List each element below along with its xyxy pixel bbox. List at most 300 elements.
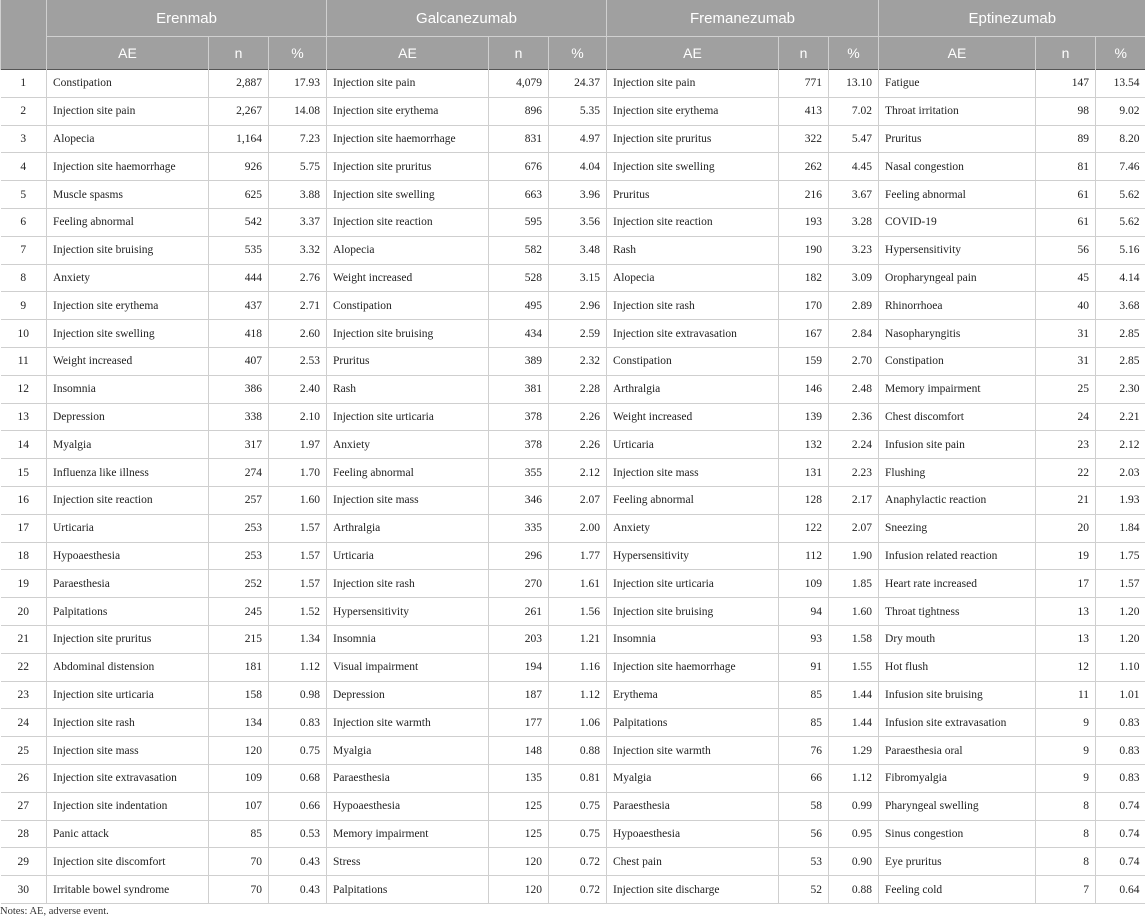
n-cell: 335 [489, 514, 549, 542]
pct-cell: 2.10 [269, 403, 327, 431]
pct-cell: 1.58 [829, 625, 879, 653]
ae-cell: Feeling abnormal [47, 208, 209, 236]
ae-cell: Myalgia [47, 431, 209, 459]
ae-cell: Nasal congestion [879, 153, 1036, 181]
ae-cell: COVID-19 [879, 208, 1036, 236]
ae-cell: Infusion site pain [879, 431, 1036, 459]
ae-cell: Injection site discharge [607, 876, 779, 904]
rank-cell: 29 [1, 848, 47, 876]
ae-cell: Alopecia [607, 264, 779, 292]
pct-cell: 1.06 [549, 709, 607, 737]
n-cell: 582 [489, 236, 549, 264]
ae-cell: Hypersensitivity [879, 236, 1036, 264]
rank-cell: 23 [1, 681, 47, 709]
table-row [1, 737, 1145, 765]
n-cell: 146 [779, 375, 829, 403]
ae-cell: Injection site rash [607, 292, 779, 320]
pct-cell: 7.02 [829, 97, 879, 125]
n-cell: 98 [1036, 97, 1096, 125]
pct-cell: 2.12 [1096, 431, 1145, 459]
pct-cell: 2.85 [1096, 320, 1145, 348]
ae-cell: Injection site haemorrhage [327, 125, 489, 153]
n-cell: 70 [209, 876, 269, 904]
pct-cell: 1.57 [269, 542, 327, 570]
ae-cell: Depression [327, 681, 489, 709]
n-cell: 22 [1036, 459, 1096, 487]
ae-cell: Anxiety [327, 431, 489, 459]
ae-cell: Paraesthesia [47, 570, 209, 598]
ae-header: AE [879, 37, 1036, 70]
ae-cell: Alopecia [327, 236, 489, 264]
table-row [1, 876, 1145, 904]
n-cell: 158 [209, 681, 269, 709]
pct-cell: 13.10 [829, 70, 879, 98]
ae-cell: Heart rate increased [879, 570, 1036, 598]
pct-cell: 2.07 [549, 486, 607, 514]
pct-cell: 3.15 [549, 264, 607, 292]
pct-cell: 0.95 [829, 820, 879, 848]
n-cell: 109 [779, 570, 829, 598]
n-cell: 495 [489, 292, 549, 320]
ae-cell: Influenza like illness [47, 459, 209, 487]
ae-cell: Chest pain [607, 848, 779, 876]
ae-cell: Injection site reaction [607, 208, 779, 236]
pct-cell: 8.20 [1096, 125, 1145, 153]
table-body [1, 70, 1145, 904]
pct-cell: 1.85 [829, 570, 879, 598]
n-cell: 7 [1036, 876, 1096, 904]
n-cell: 125 [489, 792, 549, 820]
n-cell: 112 [779, 542, 829, 570]
ae-cell: Fatigue [879, 70, 1036, 98]
pct-cell: 1.44 [829, 709, 879, 737]
n-cell: 11 [1036, 681, 1096, 709]
rank-cell: 12 [1, 375, 47, 403]
n-header: n [779, 37, 829, 70]
ae-cell: Injection site rash [47, 709, 209, 737]
pct-cell: 2.26 [549, 403, 607, 431]
n-cell: 261 [489, 598, 549, 626]
pct-cell: 1.52 [269, 598, 327, 626]
rank-cell: 4 [1, 153, 47, 181]
ae-cell: Palpitations [327, 876, 489, 904]
ae-cell: Injection site pruritus [327, 153, 489, 181]
pct-cell: 1.29 [829, 737, 879, 765]
ae-cell: Injection site warmth [327, 709, 489, 737]
pct-cell: 3.23 [829, 236, 879, 264]
ae-cell: Eye pruritus [879, 848, 1036, 876]
n-cell: 252 [209, 570, 269, 598]
pct-cell: 1.20 [1096, 598, 1145, 626]
pct-cell: 0.74 [1096, 792, 1145, 820]
n-cell: 418 [209, 320, 269, 348]
ae-cell: Injection site extravasation [47, 764, 209, 792]
pct-header: % [1096, 37, 1145, 70]
rank-cell: 2 [1, 97, 47, 125]
pct-cell: 3.32 [269, 236, 327, 264]
pct-cell: 1.01 [1096, 681, 1145, 709]
ae-cell: Erythema [607, 681, 779, 709]
ae-cell: Injection site erythema [327, 97, 489, 125]
pct-cell: 3.67 [829, 181, 879, 209]
n-cell: 1,164 [209, 125, 269, 153]
n-cell: 120 [489, 848, 549, 876]
n-cell: 187 [489, 681, 549, 709]
rank-header-cell [1, 0, 47, 70]
pct-cell: 0.83 [1096, 709, 1145, 737]
table-row [1, 97, 1145, 125]
pct-cell: 24.37 [549, 70, 607, 98]
ae-cell: Sneezing [879, 514, 1036, 542]
n-cell: 831 [489, 125, 549, 153]
pct-cell: 0.98 [269, 681, 327, 709]
n-cell: 139 [779, 403, 829, 431]
pct-cell: 0.66 [269, 792, 327, 820]
ae-cell: Panic attack [47, 820, 209, 848]
pct-cell: 1.60 [829, 598, 879, 626]
pct-cell: 0.88 [549, 737, 607, 765]
ae-cell: Chest discomfort [879, 403, 1036, 431]
pct-cell: 1.77 [549, 542, 607, 570]
pct-cell: 0.74 [1096, 848, 1145, 876]
table-row [1, 125, 1145, 153]
ae-cell: Injection site bruising [47, 236, 209, 264]
n-cell: 52 [779, 876, 829, 904]
n-cell: 194 [489, 653, 549, 681]
table-row [1, 292, 1145, 320]
n-cell: 58 [779, 792, 829, 820]
pct-cell: 0.43 [269, 876, 327, 904]
n-cell: 85 [779, 681, 829, 709]
ae-cell: Injection site rash [327, 570, 489, 598]
pct-cell: 7.23 [269, 125, 327, 153]
ae-cell: Sinus congestion [879, 820, 1036, 848]
table-row [1, 347, 1145, 375]
n-cell: 25 [1036, 375, 1096, 403]
n-cell: 23 [1036, 431, 1096, 459]
pct-header: % [829, 37, 879, 70]
ae-cell: Throat irritation [879, 97, 1036, 125]
ae-cell: Injection site bruising [327, 320, 489, 348]
ae-cell: Abdominal distension [47, 653, 209, 681]
ae-cell: Palpitations [607, 709, 779, 737]
n-cell: 8 [1036, 792, 1096, 820]
rank-cell: 24 [1, 709, 47, 737]
ae-cell: Rash [607, 236, 779, 264]
pct-cell: 1.84 [1096, 514, 1145, 542]
n-cell: 40 [1036, 292, 1096, 320]
rank-cell: 26 [1, 764, 47, 792]
n-cell: 203 [489, 625, 549, 653]
pct-cell: 1.20 [1096, 625, 1145, 653]
n-cell: 528 [489, 264, 549, 292]
ae-cell: Visual impairment [327, 653, 489, 681]
n-cell: 193 [779, 208, 829, 236]
ae-cell: Injection site erythema [47, 292, 209, 320]
ae-cell: Insomnia [47, 375, 209, 403]
ae-cell: Injection site reaction [47, 486, 209, 514]
pct-cell: 2.76 [269, 264, 327, 292]
table-row [1, 403, 1145, 431]
pct-cell: 5.75 [269, 153, 327, 181]
n-header: n [1036, 37, 1096, 70]
pct-cell: 5.47 [829, 125, 879, 153]
n-cell: 257 [209, 486, 269, 514]
n-cell: 53 [779, 848, 829, 876]
pct-cell: 0.83 [1096, 764, 1145, 792]
n-cell: 31 [1036, 320, 1096, 348]
n-cell: 107 [209, 792, 269, 820]
table-row [1, 459, 1145, 487]
pct-cell: 2.00 [549, 514, 607, 542]
rank-cell: 18 [1, 542, 47, 570]
pct-header: % [549, 37, 607, 70]
n-cell: 13 [1036, 598, 1096, 626]
ae-cell: Anaphylactic reaction [879, 486, 1036, 514]
n-cell: 181 [209, 653, 269, 681]
pct-cell: 0.53 [269, 820, 327, 848]
table-row [1, 625, 1145, 653]
n-cell: 926 [209, 153, 269, 181]
ae-cell: Injection site discomfort [47, 848, 209, 876]
ae-cell: Oropharyngeal pain [879, 264, 1036, 292]
ae-cell: Urticaria [47, 514, 209, 542]
n-cell: 20 [1036, 514, 1096, 542]
n-cell: 70 [209, 848, 269, 876]
ae-cell: Anxiety [607, 514, 779, 542]
ae-cell: Injection site extravasation [607, 320, 779, 348]
n-cell: 45 [1036, 264, 1096, 292]
ae-cell: Injection site indentation [47, 792, 209, 820]
n-cell: 76 [779, 737, 829, 765]
n-cell: 444 [209, 264, 269, 292]
ae-cell: Pruritus [607, 181, 779, 209]
n-cell: 317 [209, 431, 269, 459]
pct-cell: 3.96 [549, 181, 607, 209]
pct-cell: 0.43 [269, 848, 327, 876]
rank-cell: 13 [1, 403, 47, 431]
ae-cell: Memory impairment [879, 375, 1036, 403]
pct-cell: 0.83 [269, 709, 327, 737]
rank-cell: 16 [1, 486, 47, 514]
pct-cell: 0.75 [549, 792, 607, 820]
table-row [1, 792, 1145, 820]
pct-cell: 5.62 [1096, 181, 1145, 209]
n-cell: 2,267 [209, 97, 269, 125]
pct-cell: 5.16 [1096, 236, 1145, 264]
rank-cell: 20 [1, 598, 47, 626]
ae-cell: Injection site urticaria [47, 681, 209, 709]
table-row [1, 486, 1145, 514]
ae-cell: Injection site mass [47, 737, 209, 765]
n-cell: 216 [779, 181, 829, 209]
n-cell: 625 [209, 181, 269, 209]
pct-cell: 5.62 [1096, 208, 1145, 236]
ae-cell: Stress [327, 848, 489, 876]
n-cell: 9 [1036, 737, 1096, 765]
ae-cell: Flushing [879, 459, 1036, 487]
table-row [1, 236, 1145, 264]
rank-cell: 27 [1, 792, 47, 820]
n-cell: 159 [779, 347, 829, 375]
n-cell: 56 [1036, 236, 1096, 264]
n-cell: 663 [489, 181, 549, 209]
n-cell: 437 [209, 292, 269, 320]
pct-cell: 1.93 [1096, 486, 1145, 514]
n-cell: 378 [489, 431, 549, 459]
pct-cell: 3.56 [549, 208, 607, 236]
pct-cell: 3.88 [269, 181, 327, 209]
ae-cell: Infusion related reaction [879, 542, 1036, 570]
ae-cell: Constipation [327, 292, 489, 320]
ae-cell: Memory impairment [327, 820, 489, 848]
ae-cell: Injection site swelling [607, 153, 779, 181]
pct-cell: 0.72 [549, 848, 607, 876]
ae-header: AE [607, 37, 779, 70]
ae-cell: Injection site warmth [607, 737, 779, 765]
pct-cell: 0.83 [1096, 737, 1145, 765]
ae-header: AE [47, 37, 209, 70]
n-cell: 535 [209, 236, 269, 264]
ae-cell: Hypersensitivity [607, 542, 779, 570]
pct-cell: 1.21 [549, 625, 607, 653]
table-row [1, 264, 1145, 292]
n-cell: 771 [779, 70, 829, 98]
n-cell: 386 [209, 375, 269, 403]
pct-cell: 2.30 [1096, 375, 1145, 403]
n-cell: 215 [209, 625, 269, 653]
table-row [1, 320, 1145, 348]
n-cell: 85 [209, 820, 269, 848]
pct-cell: 4.45 [829, 153, 879, 181]
drug-header-fremanezumab: Fremanezumab [607, 0, 879, 37]
pct-cell: 2.85 [1096, 347, 1145, 375]
pct-cell: 2.03 [1096, 459, 1145, 487]
n-cell: 8 [1036, 848, 1096, 876]
pct-cell: 3.48 [549, 236, 607, 264]
n-cell: 9 [1036, 764, 1096, 792]
table-row [1, 681, 1145, 709]
pct-cell: 2.12 [549, 459, 607, 487]
pct-cell: 2.36 [829, 403, 879, 431]
n-cell: 378 [489, 403, 549, 431]
n-cell: 148 [489, 737, 549, 765]
n-cell: 31 [1036, 347, 1096, 375]
n-cell: 413 [779, 97, 829, 125]
n-cell: 245 [209, 598, 269, 626]
pct-cell: 0.64 [1096, 876, 1145, 904]
pct-cell: 3.09 [829, 264, 879, 292]
table-row [1, 375, 1145, 403]
rank-cell: 1 [1, 70, 47, 98]
n-cell: 322 [779, 125, 829, 153]
table-notes: Notes: AE, adverse event. [0, 906, 109, 917]
rank-cell: 6 [1, 208, 47, 236]
n-cell: 542 [209, 208, 269, 236]
pct-cell: 2.07 [829, 514, 879, 542]
ae-cell: Insomnia [607, 625, 779, 653]
n-cell: 262 [779, 153, 829, 181]
ae-cell: Hypoaesthesia [47, 542, 209, 570]
pct-cell: 1.61 [549, 570, 607, 598]
table-row [1, 153, 1145, 181]
ae-cell: Urticaria [327, 542, 489, 570]
ae-cell: Feeling abnormal [879, 181, 1036, 209]
n-cell: 253 [209, 514, 269, 542]
table-row [1, 208, 1145, 236]
pct-cell: 4.14 [1096, 264, 1145, 292]
pct-cell: 2.96 [549, 292, 607, 320]
n-cell: 190 [779, 236, 829, 264]
pct-cell: 1.97 [269, 431, 327, 459]
n-cell: 61 [1036, 208, 1096, 236]
n-cell: 94 [779, 598, 829, 626]
pct-cell: 0.74 [1096, 820, 1145, 848]
pct-cell: 1.55 [829, 653, 879, 681]
ae-cell: Hypoaesthesia [607, 820, 779, 848]
ae-cell: Pharyngeal swelling [879, 792, 1036, 820]
ae-cell: Rash [327, 375, 489, 403]
ae-cell: Injection site urticaria [607, 570, 779, 598]
pct-cell: 3.68 [1096, 292, 1145, 320]
rank-cell: 19 [1, 570, 47, 598]
rank-cell: 5 [1, 181, 47, 209]
n-cell: 676 [489, 153, 549, 181]
pct-cell: 1.12 [829, 764, 879, 792]
ae-cell: Hot flush [879, 653, 1036, 681]
pct-header: % [269, 37, 327, 70]
pct-cell: 0.88 [829, 876, 879, 904]
n-cell: 407 [209, 347, 269, 375]
pct-cell: 2.32 [549, 347, 607, 375]
ae-cell: Infusion site extravasation [879, 709, 1036, 737]
pct-cell: 1.12 [549, 681, 607, 709]
n-cell: 93 [779, 625, 829, 653]
n-cell: 595 [489, 208, 549, 236]
n-cell: 167 [779, 320, 829, 348]
ae-cell: Injection site haemorrhage [47, 153, 209, 181]
n-cell: 270 [489, 570, 549, 598]
ae-cell: Injection site swelling [327, 181, 489, 209]
ae-cell: Arthralgia [607, 375, 779, 403]
rank-cell: 7 [1, 236, 47, 264]
n-cell: 61 [1036, 181, 1096, 209]
n-cell: 131 [779, 459, 829, 487]
drug-header-row [1, 0, 1145, 37]
ae-cell: Irritable bowel syndrome [47, 876, 209, 904]
pct-cell: 9.02 [1096, 97, 1145, 125]
n-cell: 2,887 [209, 70, 269, 98]
ae-cell: Pruritus [327, 347, 489, 375]
n-cell: 13 [1036, 625, 1096, 653]
ae-cell: Injection site mass [327, 486, 489, 514]
pct-cell: 2.60 [269, 320, 327, 348]
ae-cell: Muscle spasms [47, 181, 209, 209]
n-header: n [209, 37, 269, 70]
n-cell: 9 [1036, 709, 1096, 737]
ae-cell: Injection site haemorrhage [607, 653, 779, 681]
pct-cell: 5.35 [549, 97, 607, 125]
pct-cell: 13.54 [1096, 70, 1145, 98]
n-cell: 134 [209, 709, 269, 737]
ae-cell: Injection site reaction [327, 208, 489, 236]
rank-cell: 28 [1, 820, 47, 848]
ae-cell: Injection site pain [47, 97, 209, 125]
n-cell: 85 [779, 709, 829, 737]
ae-cell: Palpitations [47, 598, 209, 626]
ae-cell: Injection site pruritus [607, 125, 779, 153]
pct-cell: 2.84 [829, 320, 879, 348]
